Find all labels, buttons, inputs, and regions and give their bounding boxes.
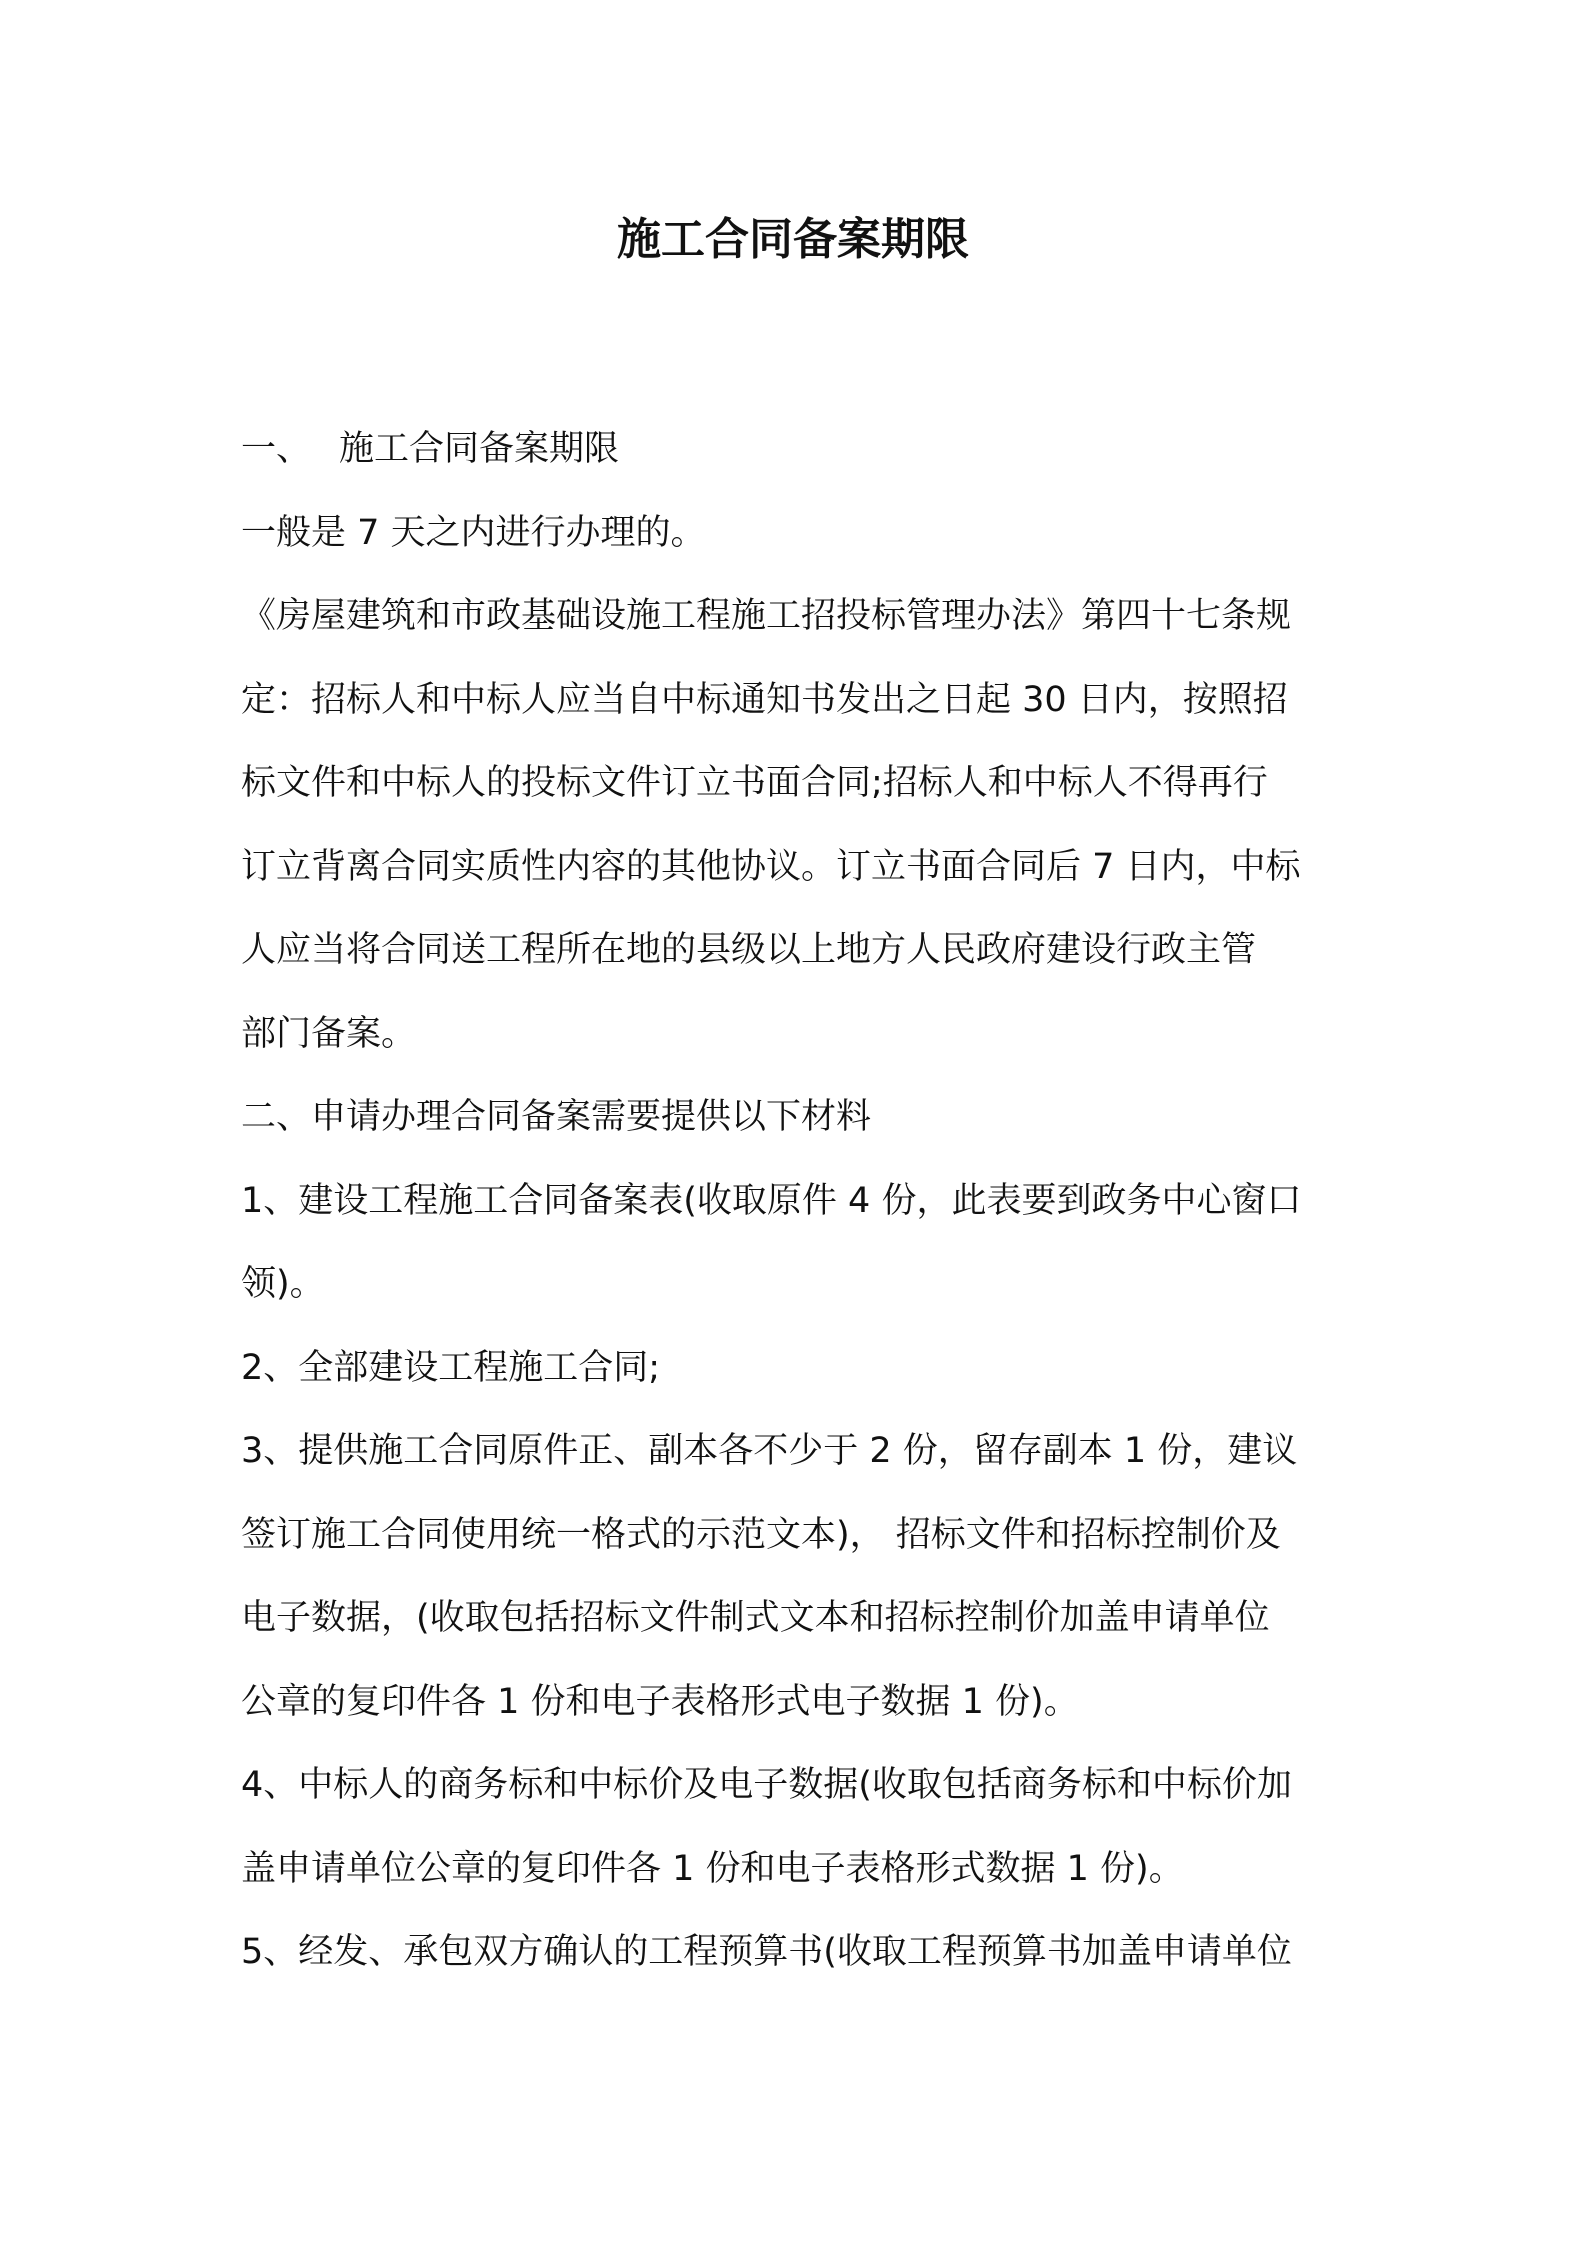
list-item-line: 5、经发、承包双方确认的工程预算书(收取工程预算书加盖申请单位	[241, 1932, 1292, 1972]
list-item-line: 公章的复印件各 1 份和电子表格形式电子数据 1 份)。	[241, 1681, 1079, 1722]
list-item-line: 签订施工合同使用统一格式的示范文本)， 招标文件和招标控制价及	[241, 1514, 1281, 1555]
list-item-line: 领)。	[241, 1264, 325, 1304]
section-heading-1	[241, 408, 1351, 492]
paragraph-line: 一般是 7 天之内进行办理的。	[241, 512, 706, 553]
paragraph-line: 标文件和中标人的投标文件订立书面合同;招标人和中标人不得再行	[241, 763, 1268, 803]
paragraph-line: 订立背离合同实质性内容的其他协议。订立书面合同后 7 日内，中标	[241, 846, 1301, 887]
list-item-line: 4、中标人的商务标和中标价及电子数据(收取包括商务标和中标价加	[241, 1765, 1292, 1805]
list-item-line: 电子数据，(收取包括招标文件制式文本和招标控制价加盖申请单位	[241, 1598, 1270, 1638]
list-item-line: 盖申请单位公章的复印件各 1 份和电子表格形式数据 1 份)。	[241, 1848, 1184, 1889]
section-heading-2: 二、申请办理合同备案需要提供以下材料	[241, 1097, 872, 1137]
paragraph-line: 《房屋建筑和市政基础设施工程施工招投标管理办法》第四十七条规	[241, 596, 1292, 636]
paragraph-line: 定：招标人和中标人应当自中标通知书发出之日起 30 日内，按照招	[241, 679, 1288, 720]
list-item-line: 1、建设工程施工合同备案表(收取原件 4 份，此表要到政务中心窗口	[241, 1180, 1302, 1221]
paragraph-line: 部门备案。	[241, 1013, 417, 1054]
document-body	[241, 408, 1351, 1995]
paragraph-line: 人应当将合同送工程所在地的县级以上地方人民政府建设行政主管	[241, 930, 1257, 970]
list-item-line: 3、提供施工合同原件正、副本各不少于 2 份，留存副本 1 份，建议	[241, 1431, 1298, 1471]
document-title: 施工合同备案期限	[617, 214, 969, 265]
section-heading-text: 施工合同备案期限	[339, 429, 620, 469]
list-item-line: 2、全部建设工程施工合同;	[241, 1347, 661, 1388]
section-number: 一、	[241, 429, 312, 469]
